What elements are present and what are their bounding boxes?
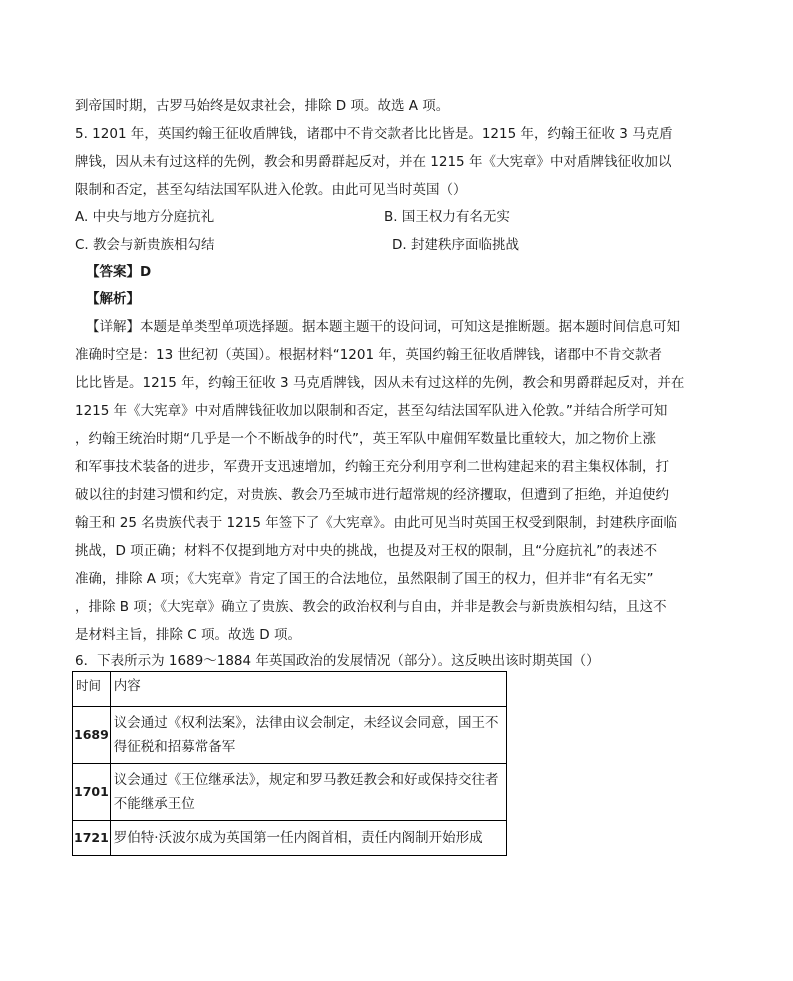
row-content: 罗伯特·沃波尔成为英国第一任内阁首相，责任内阁制开始形成: [110, 821, 506, 856]
detail-line: ，排除 B 项；《大宪章》确立了贵族、教会的政治权利与自由，并非是教会与新贵族相勾结，且这不: [75, 599, 667, 615]
answer-label: 【答案】D: [86, 264, 152, 280]
table-header-row: [73, 672, 507, 707]
detail-line: 是材料主旨，排除 C 项。故选 D 项。: [75, 627, 301, 643]
question-6-line: 6．下表所示为 1689～1884 年英国政治的发展情况（部分）。这反映出该时期英国（）: [75, 653, 600, 669]
detail-line: 准确时空是：13 世纪初（英国）。根据材料“1201 年，英国约翰王征收盾牌钱，诸郡中不肯交款者: [75, 347, 662, 363]
table-row: [73, 764, 507, 821]
question-5-line: 5. 1201 年，英国约翰王征收盾牌钱，诸郡中不肯交款者比比皆是。1215 年，约翰王征收 3 马克盾: [75, 126, 673, 142]
text-line: 牌钱，因从未有过这样的先例，教会和男爵群起反对，并在 1215 年《大宪章》中对盾牌钱征收加以: [75, 154, 672, 170]
detail-line: 翰王和 25 名贵族代表于 1215 年签下了《大宪章》。由此可见当时英国王权受到限制，封建秩序面临: [75, 515, 677, 531]
row-time: 1721: [73, 821, 111, 856]
table-row: [73, 821, 507, 856]
row-time: 1689: [73, 707, 111, 764]
row-content: 议会通过《权利法案》，法律由议会制定，未经议会同意，国王不得征税和招募常备军: [110, 707, 506, 764]
header-time: 时间: [73, 672, 111, 707]
option-d: D. 封建秩序面临挑战: [392, 237, 519, 253]
analysis-label: 【解析】: [86, 291, 140, 307]
detail-line: 【详解】本题是单类型单项选择题。据本题主题干的设问词，可知这是推断题。据本题时间信息可知: [86, 319, 680, 335]
detail-line: 和军事技术装备的进步，军费开支迅速增加，约翰王充分利用亨利二世构建起来的君主集权体制，打: [75, 459, 669, 475]
option-b: B. 国王权力有名无实: [384, 209, 510, 225]
detail-line: 比比皆是。1215 年，约翰王征收 3 马克盾牌钱，因从未有过这样的先例，教会和男爵群起反对，并在: [75, 375, 685, 391]
table-row: [73, 707, 507, 764]
row-content: 议会通过《王位继承法》，规定和罗马教廷教会和好或保持交往者不能继承王位: [110, 764, 506, 821]
row-time: 1701: [73, 764, 111, 821]
header-content: 内容: [110, 672, 506, 707]
detail-line: 1215 年《大宪章》中对盾牌钱征收加以限制和否定，甚至勾结法国军队进入伦敦。”并结合所学可知: [75, 403, 668, 419]
text-line: 到帝国时期，古罗马始终是奴隶社会，排除 D 项。故选 A 项。: [75, 98, 450, 114]
detail-line: 挑战，D 项正确；材料不仅提到地方对中央的挑战，也提及对王权的限制，且“分庭抗礼”的表述不: [75, 543, 658, 559]
detail-line: 破以往的封建习惯和约定，对贵族、教会乃至城市进行超常规的经济攫取，但遭到了拒绝，并迫使约: [75, 487, 669, 503]
text-line: 限制和否定，甚至勾结法国军队进入伦敦。由此可见当时英国（）: [75, 182, 467, 198]
option-c: C. 教会与新贵族相勾结: [75, 237, 215, 253]
detail-line: ，约翰王统治时期“几乎是一个不断战争的时代”，英王军队中雇佣军数量比重较大，加之物价上涨: [75, 431, 656, 447]
option-a: A. 中央与地方分庭抗礼: [75, 209, 215, 225]
events-table: [72, 671, 507, 856]
detail-line: 准确，排除 A 项；《大宪章》肯定了国王的合法地位，虽然限制了国王的权力，但并非“有名无实”: [75, 571, 654, 587]
